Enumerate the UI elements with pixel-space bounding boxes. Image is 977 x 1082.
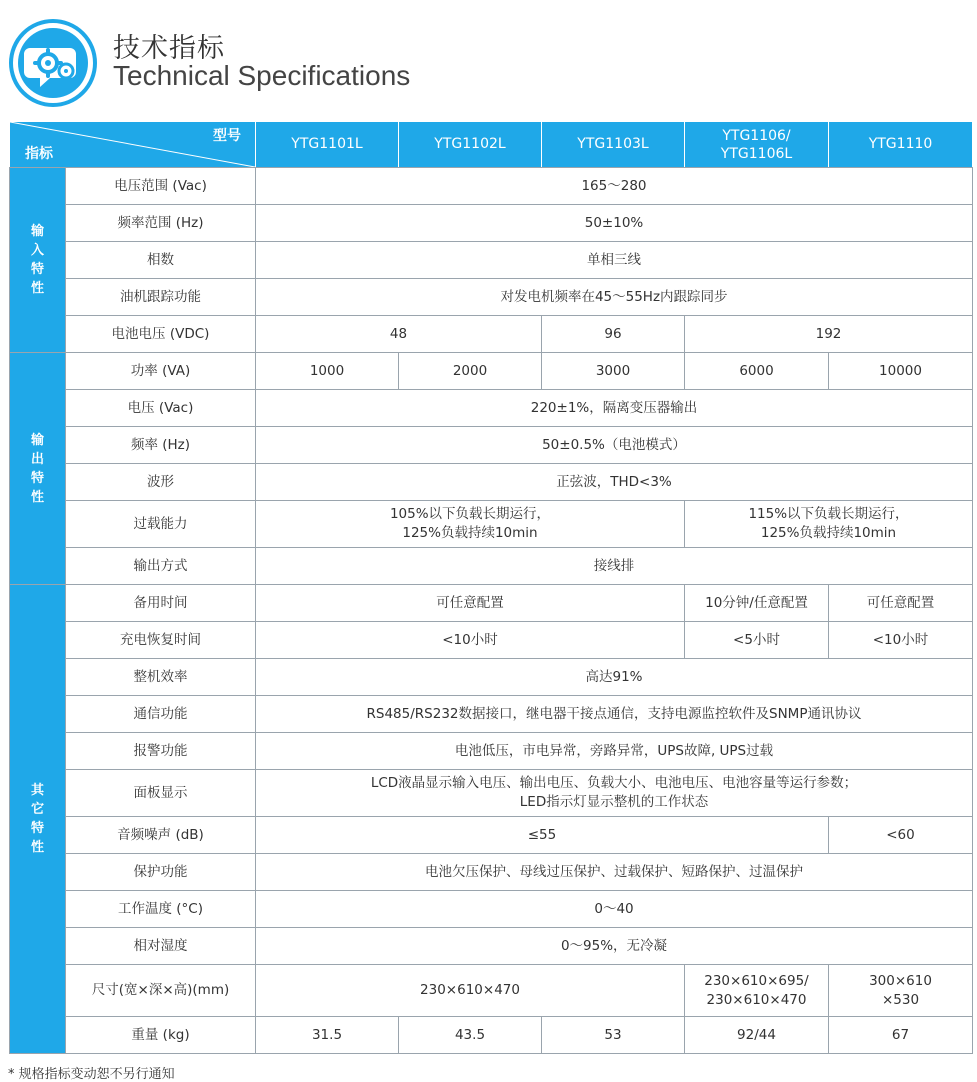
row-label: 过载能力	[66, 501, 256, 548]
row-label: 面板显示	[66, 770, 256, 817]
row-value: 10000	[829, 353, 973, 390]
table-row	[10, 464, 973, 501]
row-label: 充电恢复时间	[66, 622, 256, 659]
table-row	[10, 427, 973, 464]
group-input: 输 入 特 性	[10, 168, 66, 353]
row-value: 230×610×470	[256, 965, 685, 1017]
corner-spec-label: 指标	[25, 146, 53, 162]
row-value: 50±0.5%（电池模式）	[256, 427, 973, 464]
table-row	[10, 817, 973, 854]
row-value: 电池低压，市电异常，旁路异常，UPS故障, UPS过载	[256, 733, 973, 770]
row-label: 频率范围 (Hz)	[66, 205, 256, 242]
row-value: 43.5	[399, 1017, 542, 1054]
row-label: 整机效率	[66, 659, 256, 696]
row-value: 230×610×695/ 230×610×470	[685, 965, 829, 1017]
row-value: 96	[542, 316, 685, 353]
row-value: 0～95%，无冷凝	[256, 928, 973, 965]
row-value: 300×610 ×530	[829, 965, 973, 1017]
row-label: 相对湿度	[66, 928, 256, 965]
row-value: <10小时	[256, 622, 685, 659]
row-value: 电池欠压保护、母线过压保护、过载保护、短路保护、过温保护	[256, 854, 973, 891]
footnote: * 规格指标变动恕不另行通知	[8, 1067, 175, 1082]
row-value: 53	[542, 1017, 685, 1054]
row-label: 尺寸(宽×深×高)(mm)	[66, 965, 256, 1017]
header-corner-cell	[10, 122, 256, 168]
table-row	[10, 854, 973, 891]
row-value: 50±10%	[256, 205, 973, 242]
row-value: <10小时	[829, 622, 973, 659]
table-row	[10, 928, 973, 965]
row-label: 音频噪声 (dB)	[66, 817, 256, 854]
page-title-cn: 技术指标	[113, 33, 225, 64]
table-row	[10, 168, 973, 205]
group-other: 其 它 特 性	[10, 585, 66, 1054]
row-value: 67	[829, 1017, 973, 1054]
row-label: 功率 (VA)	[66, 353, 256, 390]
page-header	[0, 0, 977, 115]
row-value: 115%以下负载长期运行， 125%负载持续10min	[685, 501, 973, 548]
row-value: ≤55	[256, 817, 829, 854]
row-label: 电压 (Vac)	[66, 390, 256, 427]
table-row	[10, 891, 973, 928]
table-row	[10, 548, 973, 585]
row-label: 相数	[66, 242, 256, 279]
row-value: RS485/RS232数据接口，继电器干接点通信，支持电源监控软件及SNMP通讯协议	[256, 696, 973, 733]
page-title-en: Technical Specifications	[113, 60, 411, 91]
row-value: 165～280	[256, 168, 973, 205]
table-row	[10, 585, 973, 622]
table-row	[10, 1017, 973, 1054]
table-row	[10, 279, 973, 316]
row-label: 备用时间	[66, 585, 256, 622]
corner-model-label: 型号	[213, 128, 241, 144]
table-row	[10, 353, 973, 390]
row-value: 220±1%，隔离变压器输出	[256, 390, 973, 427]
row-value: 3000	[542, 353, 685, 390]
table-row	[10, 316, 973, 353]
row-label: 保护功能	[66, 854, 256, 891]
row-label: 工作温度 (°C)	[66, 891, 256, 928]
table-header-row	[10, 122, 973, 168]
table-row	[10, 622, 973, 659]
table-row	[10, 770, 973, 817]
table-row	[10, 390, 973, 427]
row-value: 2000	[399, 353, 542, 390]
table-row	[10, 733, 973, 770]
table-row	[10, 659, 973, 696]
row-value: 10分钟/任意配置	[685, 585, 829, 622]
row-label: 通信功能	[66, 696, 256, 733]
row-value: 正弦波，THD<3%	[256, 464, 973, 501]
model-header: YTG1103L	[542, 122, 685, 168]
model-header: YTG1102L	[399, 122, 542, 168]
row-label: 报警功能	[66, 733, 256, 770]
spec-table	[9, 121, 973, 1054]
row-value: <5小时	[685, 622, 829, 659]
row-value: 可任意配置	[256, 585, 685, 622]
table-row	[10, 242, 973, 279]
row-label: 频率 (Hz)	[66, 427, 256, 464]
row-value: 31.5	[256, 1017, 399, 1054]
model-header: YTG1101L	[256, 122, 399, 168]
row-value: 高达91%	[256, 659, 973, 696]
row-value: 48	[256, 316, 542, 353]
row-value: 6000	[685, 353, 829, 390]
row-value: 92/44	[685, 1017, 829, 1054]
row-label: 波形	[66, 464, 256, 501]
row-label: 重量 (kg)	[66, 1017, 256, 1054]
row-value: 单相三线	[256, 242, 973, 279]
model-header: YTG1106/ YTG1106L	[685, 122, 829, 168]
row-value: 可任意配置	[829, 585, 973, 622]
table-row	[10, 501, 973, 548]
row-value: 0～40	[256, 891, 973, 928]
row-value: LCD液晶显示输入电压、输出电压、负载大小、电池电压、电池容量等运行参数； LED指示灯显示整机的工作状态	[256, 770, 973, 817]
row-label: 输出方式	[66, 548, 256, 585]
row-value: 1000	[256, 353, 399, 390]
group-output: 输 出 特 性	[10, 353, 66, 585]
model-header: YTG1110	[829, 122, 973, 168]
gear-chat-icon	[8, 18, 98, 108]
table-row	[10, 965, 973, 1017]
row-value: 对发电机频率在45～55Hz内跟踪同步	[256, 279, 973, 316]
row-label: 油机跟踪功能	[66, 279, 256, 316]
row-value: 105%以下负载长期运行， 125%负载持续10min	[256, 501, 685, 548]
row-value: 192	[685, 316, 973, 353]
row-label: 电压范围 (Vac)	[66, 168, 256, 205]
row-value: 接线排	[256, 548, 973, 585]
row-value: <60	[829, 817, 973, 854]
row-label: 电池电压 (VDC)	[66, 316, 256, 353]
table-row	[10, 696, 973, 733]
table-row	[10, 205, 973, 242]
